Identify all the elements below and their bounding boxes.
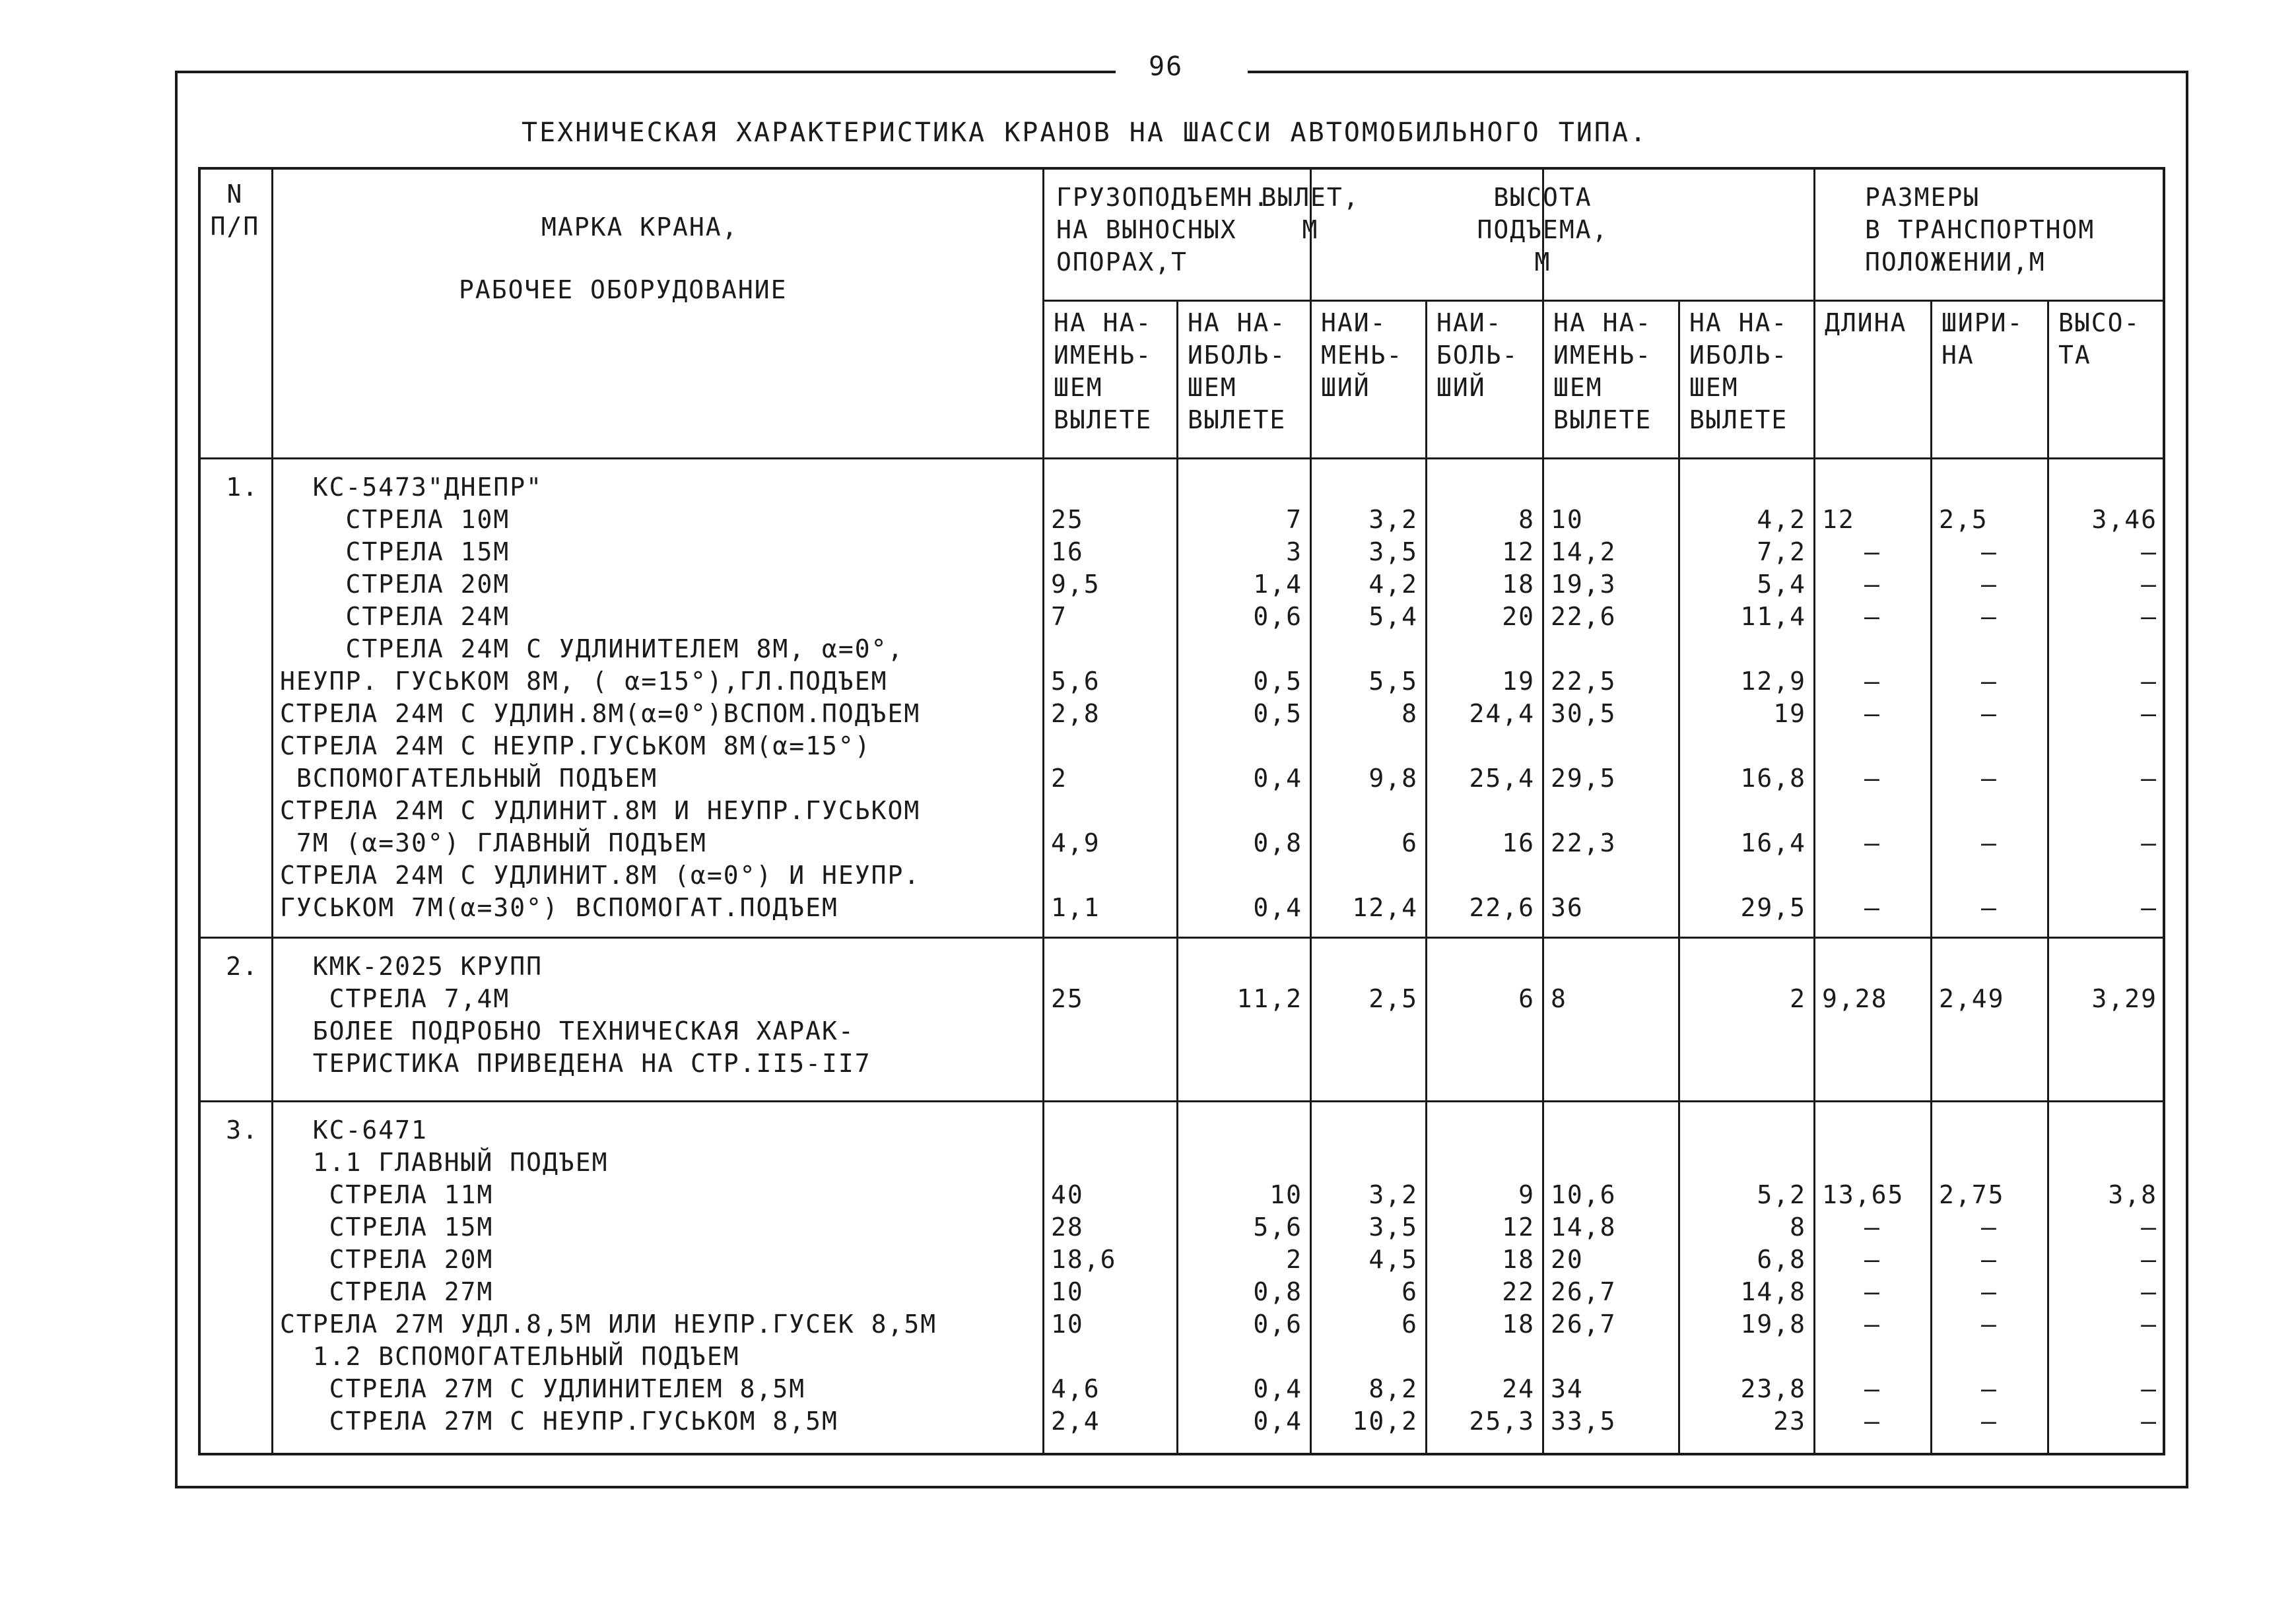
table-cell: – (1864, 1310, 1881, 1339)
crane-equipment-label: СТРЕЛА 24М (280, 602, 510, 631)
header-length: ДЛИНА (1825, 308, 1907, 337)
table-cell: 2,5 (1368, 984, 1418, 1013)
table-cell: – (2141, 602, 2157, 631)
section-divider (198, 937, 2165, 939)
table-cell: 14,8 (1551, 1213, 1617, 1242)
table-cell: 3,29 (2091, 984, 2157, 1013)
crane-equipment-label: 1.2 ВСПОМОГАТЕЛЬНЫЙ ПОДЪЕМ (280, 1342, 740, 1371)
crane-equipment-label: СТРЕЛА 24М С УДЛИНИТЕЛЕМ 8М, α=0°, (280, 634, 904, 663)
crane-equipment-label: ТЕРИСТИКА ПРИВЕДЕНА НА СТР.II5-II7 (280, 1049, 871, 1078)
table-cell: 11,2 (1236, 984, 1302, 1013)
table-cell: – (1864, 893, 1881, 922)
table-cell: 18,6 (1051, 1245, 1117, 1274)
crane-equipment-label: СТРЕЛА 24М С УДЛИН.8М(α=0°)ВСПОМ.ПОДЪЕМ (280, 699, 921, 728)
table-cell: – (2141, 1374, 2157, 1403)
table-cell: 7 (1286, 505, 1302, 534)
table-cell: – (1981, 1310, 1998, 1339)
crane-equipment-label: ВСПОМОГАТЕЛЬНЫЙ ПОДЪЕМ (280, 764, 658, 793)
table-cell: 2 (1790, 984, 1806, 1013)
table-cell: 12 (1502, 537, 1535, 566)
table-cell: 22,6 (1551, 602, 1617, 631)
table-cell: 1,1 (1051, 893, 1100, 922)
table-cell: 3 (1286, 537, 1302, 566)
table-cell: 3,8 (2108, 1180, 2157, 1209)
table-cell: 20 (1551, 1245, 1584, 1274)
table-cell: 3,2 (1368, 1180, 1418, 1209)
row-number: 2. (226, 952, 259, 981)
table-cell: 3,5 (1368, 1213, 1418, 1242)
crane-equipment-label: БОЛЕЕ ПОДРОБНО ТЕХНИЧЕСКАЯ ХАРАК- (280, 1017, 855, 1046)
table-cell: 22,5 (1551, 667, 1617, 696)
col-divider-sub (1425, 300, 1427, 1455)
table-cell: 0,6 (1253, 1310, 1302, 1339)
col-divider-sub (1176, 300, 1178, 1455)
section-divider (198, 457, 2165, 459)
table-cell: 8 (1401, 699, 1418, 728)
header-load-min: НА НА- ИМЕНЬ- ШЕМ ВЫЛЕТЕ (1054, 308, 1153, 434)
crane-equipment-label: ГУСЬКОМ 7М(α=30°) ВСПОМОГАТ.ПОДЪЕМ (280, 893, 838, 922)
table-cell: 7,2 (1757, 537, 1806, 566)
table-cell: 18 (1502, 1245, 1535, 1274)
header-transport-dims: РАЗМЕРЫ В ТРАНСПОРТНОМ ПОЛОЖЕНИИ,М (1865, 183, 2095, 277)
table-cell: 28 (1051, 1213, 1084, 1242)
table-cell: 13,65 (1822, 1180, 1905, 1209)
header-load-max: НА НА- ИБОЛЬ- ШЕМ ВЫЛЕТЕ (1188, 308, 1287, 434)
header-reach-max: НАИ- БОЛЬ- ШИЙ (1436, 308, 1519, 402)
crane-equipment-label: СТРЕЛА 11М (280, 1180, 494, 1209)
table-cell: – (1864, 699, 1881, 728)
table-cell: 6 (1401, 1277, 1418, 1306)
table-cell: 0,5 (1253, 667, 1302, 696)
table-cell: 10 (1051, 1310, 1084, 1339)
table-cell: 4,6 (1051, 1374, 1100, 1403)
table-cell: 14,8 (1740, 1277, 1806, 1306)
table-cell: – (1981, 1407, 1998, 1436)
table-cell: 12,4 (1352, 893, 1418, 922)
table-cell: 22 (1502, 1277, 1535, 1306)
table-cell: 10 (1269, 1180, 1302, 1209)
table-cell: – (1864, 1407, 1881, 1436)
table-cell: 0,4 (1253, 893, 1302, 922)
col-divider-sub (1930, 300, 1932, 1455)
table-cell: – (1981, 1277, 1998, 1306)
crane-equipment-label: СТРЕЛА 7,4М (280, 984, 510, 1013)
table-cell: – (1864, 570, 1881, 599)
header-height-min: НА НА- ИМЕНЬ- ШЕМ ВЫЛЕТЕ (1553, 308, 1652, 434)
table-cell: 1,4 (1253, 570, 1302, 599)
header-lift-height: ВЫСОТА ПОДЪЕМА, М (1477, 183, 1609, 277)
table-cell: 8 (1551, 984, 1567, 1013)
table-cell: – (1864, 667, 1881, 696)
table-cell: 8 (1518, 505, 1535, 534)
table-cell: 9,5 (1051, 570, 1100, 599)
table-cell: 0,8 (1253, 828, 1302, 857)
table-cell: 5,2 (1757, 1180, 1806, 1209)
table-cell: – (1864, 1374, 1881, 1403)
crane-equipment-label: 7М (α=30°) ГЛАВНЫЙ ПОДЪЕМ (280, 828, 707, 857)
table-cell: 6 (1401, 828, 1418, 857)
table-cell: – (1981, 828, 1998, 857)
table-cell: 4,9 (1051, 828, 1100, 857)
table-cell: 40 (1051, 1180, 1084, 1209)
crane-equipment-label: КМК-2025 КРУПП (280, 952, 543, 981)
table-cell: – (1981, 893, 1998, 922)
table-cell: 18 (1502, 1310, 1535, 1339)
table-cell: 26,7 (1551, 1310, 1617, 1339)
table-cell: 0,4 (1253, 1407, 1302, 1436)
crane-equipment-label: 1.1 ГЛАВНЫЙ ПОДЪЕМ (280, 1148, 609, 1177)
crane-equipment-label: СТРЕЛА 24М С УДЛИНИТ.8М (α=0°) И НЕУПР. (280, 861, 921, 890)
col-divider-mark (1042, 167, 1044, 1455)
table-cell: 19,3 (1551, 570, 1617, 599)
crane-equipment-label: СТРЕЛА 27М С УДЛИНИТЕЛЕМ 8,5М (280, 1374, 806, 1403)
table-cell: 5,6 (1051, 667, 1100, 696)
col-divider-sub (2047, 300, 2049, 1455)
table-cell: 0,8 (1253, 1277, 1302, 1306)
table-cell: 22,3 (1551, 828, 1617, 857)
table-cell: 2,4 (1051, 1407, 1100, 1436)
table-cell: 12 (1822, 505, 1855, 534)
table-cell: 25,3 (1469, 1407, 1535, 1436)
table-cell: – (2141, 1407, 2157, 1436)
table-cell: – (2141, 537, 2157, 566)
table-cell: – (1981, 699, 1998, 728)
table-cell: – (1981, 570, 1998, 599)
table-cell: – (2141, 699, 2157, 728)
header-sub-divider (1043, 300, 2165, 302)
table-cell: 5,4 (1757, 570, 1806, 599)
table-cell: – (1981, 667, 1998, 696)
header-height-max: НА НА- ИБОЛЬ- ШЕМ ВЫЛЕТЕ (1689, 308, 1788, 434)
table-cell: 25 (1051, 505, 1084, 534)
table-cell: 5,6 (1253, 1213, 1302, 1242)
table-cell: – (1864, 537, 1881, 566)
table-cell: 23,8 (1740, 1374, 1806, 1403)
table-cell: – (2141, 1310, 2157, 1339)
table-cell: – (2141, 570, 2157, 599)
header-load-capacity: ГРУЗОПОДЪЕМН. НА ВЫНОСНЫХ ОПОРАХ,Т (1056, 183, 1270, 277)
crane-equipment-label: СТРЕЛА 20М (280, 570, 510, 599)
crane-equipment-label: СТРЕЛА 27М С НЕУПР.ГУСЬКОМ 8,5М (280, 1407, 838, 1436)
col-divider-group (1813, 167, 1815, 1455)
crane-equipment-label: СТРЕЛА 27М (280, 1277, 494, 1306)
table-cell: 6 (1401, 1310, 1418, 1339)
table-cell: 25,4 (1469, 764, 1535, 793)
table-cell: – (2141, 1245, 2157, 1274)
header-equipment: РАБОЧЕЕ ОБОРУДОВАНИЕ (459, 275, 788, 304)
table-cell: 11,4 (1740, 602, 1806, 631)
table-cell: 3,2 (1368, 505, 1418, 534)
table-cell: 29,5 (1740, 893, 1806, 922)
table-cell: 3,46 (2091, 505, 2157, 534)
table-cell: 4,2 (1368, 570, 1418, 599)
table-cell: – (2141, 1213, 2157, 1242)
table-cell: 2,75 (1939, 1180, 2005, 1209)
table-cell: 12,9 (1740, 667, 1806, 696)
table-cell: 9 (1518, 1180, 1535, 1209)
table-cell: 0,6 (1253, 602, 1302, 631)
header-dim-height: ВЫСО- ТА (2058, 308, 2141, 370)
table-cell: 34 (1551, 1374, 1584, 1403)
table-cell: 5,5 (1368, 667, 1418, 696)
crane-equipment-label: СТРЕЛА 24М С УДЛИНИТ.8М И НЕУПР.ГУСЬКОМ (280, 796, 921, 825)
table-cell: 3,5 (1368, 537, 1418, 566)
table-cell: 4,2 (1757, 505, 1806, 534)
table-cell: – (1864, 1277, 1881, 1306)
table-cell: 6,8 (1757, 1245, 1806, 1274)
table-cell: – (1981, 1245, 1998, 1274)
table-cell: 20 (1502, 602, 1535, 631)
col-divider-group (1542, 167, 1544, 1455)
crane-equipment-label: КС-5473"ДНЕПР" (280, 473, 543, 502)
table-cell: 4,5 (1368, 1245, 1418, 1274)
table-cell: – (2141, 828, 2157, 857)
table-cell: 5,4 (1368, 602, 1418, 631)
table-cell: 2 (1286, 1245, 1302, 1274)
crane-equipment-label: НЕУПР. ГУСЬКОМ 8М, ( α=15°),ГЛ.ПОДЪЕМ (280, 667, 888, 696)
table-cell: – (1981, 1213, 1998, 1242)
table-cell: 33,5 (1551, 1407, 1617, 1436)
table-cell: 29,5 (1551, 764, 1617, 793)
table-cell: 2 (1051, 764, 1067, 793)
table-cell: – (1864, 764, 1881, 793)
table-cell: 30,5 (1551, 699, 1617, 728)
section-divider (198, 1100, 2165, 1102)
table-cell: – (1981, 602, 1998, 631)
crane-equipment-label: СТРЕЛА 27М УДЛ.8,5М ИЛИ НЕУПР.ГУСЕК 8,5М (280, 1310, 937, 1339)
table-cell: 14,2 (1551, 537, 1617, 566)
table-cell: 16,4 (1740, 828, 1806, 857)
table-cell: 16 (1051, 537, 1084, 566)
table-cell: 9,8 (1368, 764, 1418, 793)
crane-equipment-label: КС-6471 (280, 1116, 428, 1145)
table-cell: – (1864, 602, 1881, 631)
table-cell: 16 (1502, 828, 1535, 857)
table-cell: 2,8 (1051, 699, 1100, 728)
table-cell: 23 (1773, 1407, 1806, 1436)
table-cell: – (2141, 1277, 2157, 1306)
col-divider-sub (1678, 300, 1680, 1455)
row-number: 3. (226, 1116, 259, 1145)
crane-equipment-label: СТРЕЛА 15М (280, 1213, 494, 1242)
page-number: 96 (1149, 51, 1184, 82)
table-cell: – (1981, 764, 1998, 793)
table-cell: 9,28 (1822, 984, 1888, 1013)
table-cell: – (1864, 1213, 1881, 1242)
table-cell: 8 (1790, 1213, 1806, 1242)
col-divider-num (271, 167, 273, 1455)
table-cell: 2,49 (1939, 984, 2005, 1013)
table-cell: 36 (1551, 893, 1584, 922)
table-cell: 16,8 (1740, 764, 1806, 793)
table-cell: 10 (1551, 505, 1584, 534)
table-cell: – (1981, 537, 1998, 566)
table-cell: – (1864, 1245, 1881, 1274)
table-cell: 19,8 (1740, 1310, 1806, 1339)
crane-equipment-label: СТРЕЛА 10М (280, 505, 510, 534)
table-cell: 2,5 (1939, 505, 1988, 534)
table-cell: – (1981, 1374, 1998, 1403)
row-number: 1. (226, 473, 259, 502)
table-cell: 8,2 (1368, 1374, 1418, 1403)
table-cell: – (2141, 667, 2157, 696)
col-divider-group (1310, 167, 1312, 1455)
table-cell: 26,7 (1551, 1277, 1617, 1306)
table-cell: 12 (1502, 1213, 1535, 1242)
header-width: ШИРИ- НА (1941, 308, 2024, 370)
header-reach: ВЫЛЕТ, М (1261, 183, 1360, 244)
table-cell: 10,2 (1352, 1407, 1418, 1436)
crane-equipment-label: СТРЕЛА 15М (280, 537, 510, 566)
table-cell: 0,4 (1253, 764, 1302, 793)
table-cell: 10,6 (1551, 1180, 1617, 1209)
table-cell: 7 (1051, 602, 1067, 631)
table-cell: 19 (1773, 699, 1806, 728)
crane-equipment-label: СТРЕЛА 24М С НЕУПР.ГУСЬКОМ 8М(α=15°) (280, 731, 871, 760)
table-cell: – (1864, 828, 1881, 857)
crane-equipment-label: СТРЕЛА 20М (280, 1245, 494, 1274)
table-cell: 22,6 (1469, 893, 1535, 922)
table-cell: – (2141, 893, 2157, 922)
header-reach-min: НАИ- МЕНЬ- ШИЙ (1321, 308, 1403, 402)
table-cell: 6 (1518, 984, 1535, 1013)
table-cell: 0,4 (1253, 1374, 1302, 1403)
table-cell: 25 (1051, 984, 1084, 1013)
table-cell: 0,5 (1253, 699, 1302, 728)
table-cell: – (2141, 764, 2157, 793)
table-cell: 18 (1502, 570, 1535, 599)
table-cell: 24,4 (1469, 699, 1535, 728)
table-cell: 10 (1051, 1277, 1084, 1306)
table-cell: 24 (1502, 1374, 1535, 1403)
header-mark: МАРКА КРАНА, (541, 213, 739, 242)
table-cell: 19 (1502, 667, 1535, 696)
header-num: N П/П (210, 180, 260, 241)
page-title: ТЕХНИЧЕСКАЯ ХАРАКТЕРИСТИКА КРАНОВ НА ШАССИ АВТОМОБИЛЬНОГО ТИПА. (522, 117, 1648, 148)
